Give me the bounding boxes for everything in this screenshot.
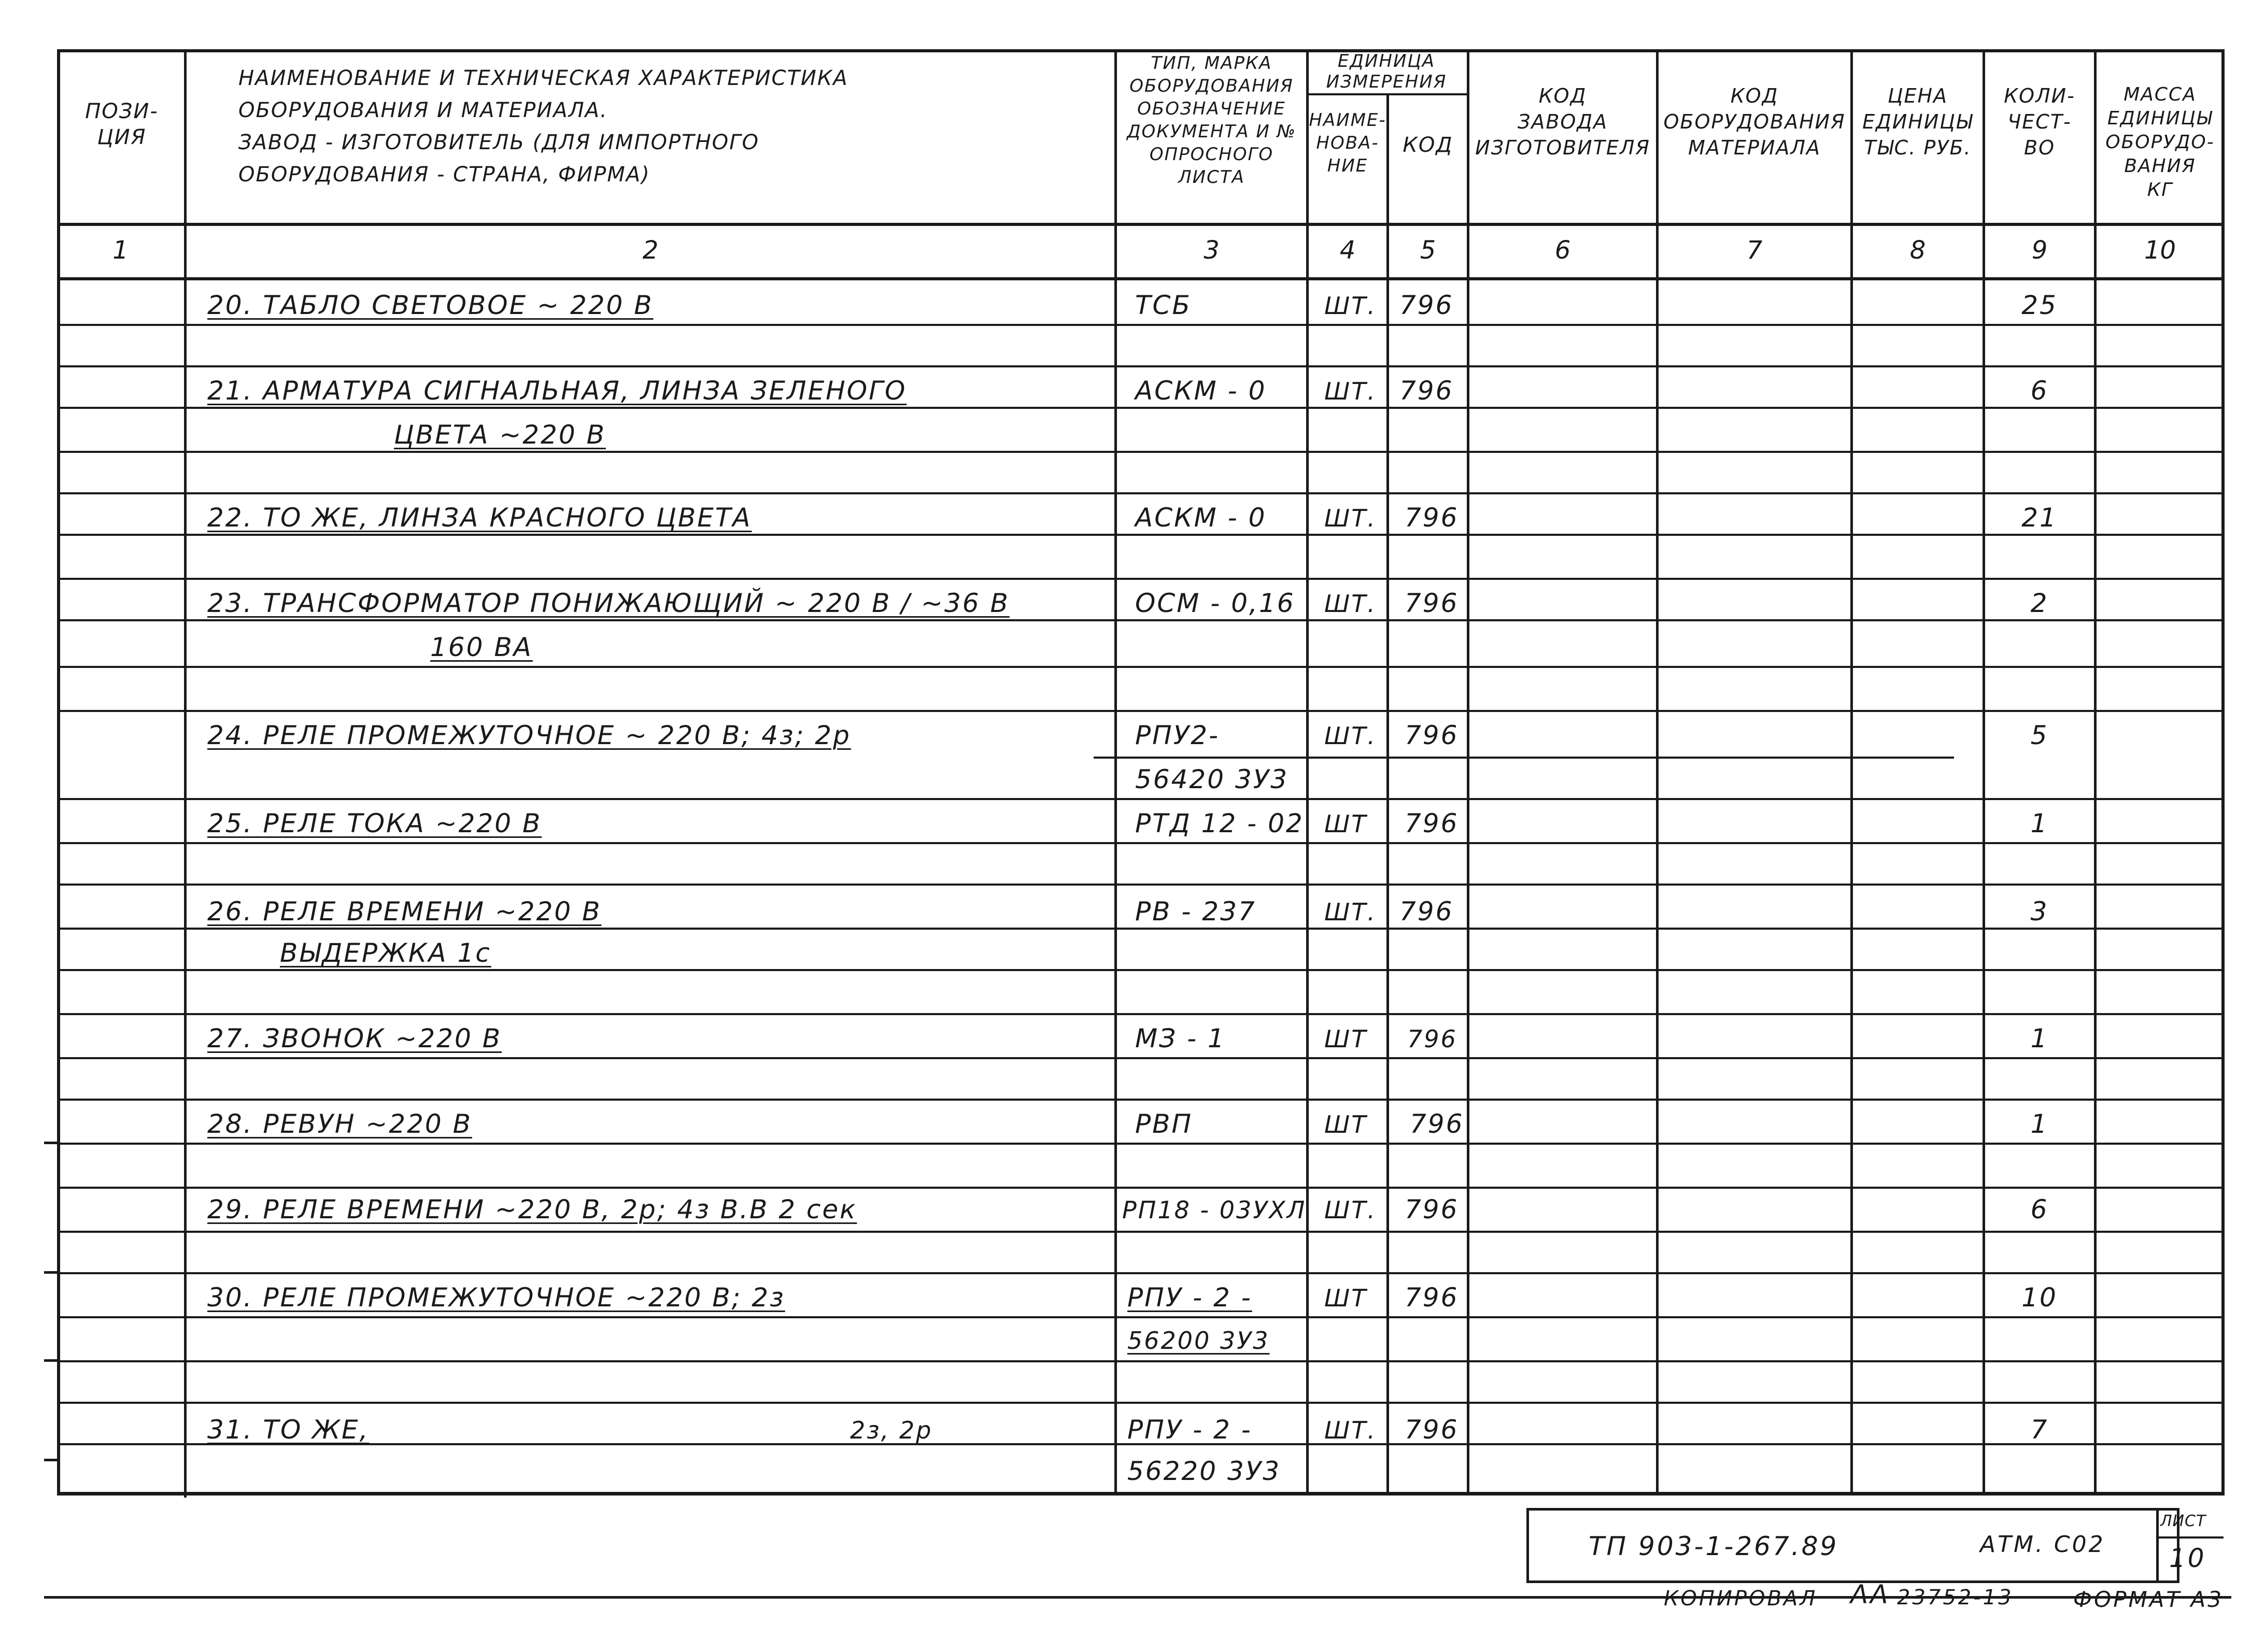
item-type-cont: 56420 3У3 — [1135, 764, 1289, 794]
column-number: 9 — [2031, 236, 2048, 265]
col-divider-9 — [2094, 49, 2097, 1495]
row-rule — [57, 1272, 2225, 1274]
item-code: 796 — [1405, 503, 1459, 533]
title-block-divider — [2156, 1508, 2159, 1583]
item-name: 20. ТАБЛО СВЕТОВОЕ ~ 220 В — [207, 290, 654, 320]
item-code: 796 — [1405, 720, 1459, 750]
header-equipment-code: КОД ОБОРУДОВАНИЯ МАТЕРИАЛА — [1663, 84, 1846, 159]
item-code: 796 — [1405, 1194, 1459, 1224]
item-unit: ШТ — [1324, 810, 1368, 838]
item-qty: 21 — [2021, 503, 2058, 533]
row-rule — [57, 969, 2225, 971]
item-name: 30. РЕЛЕ ПРОМЕЖУТОЧНОЕ ~220 В; 2з — [207, 1283, 785, 1313]
item-type: РП18 - 03УХЛ — [1122, 1196, 1307, 1224]
row-rule — [57, 1143, 2225, 1145]
item-name: 25. РЕЛЕ ТОКА ~220 В — [207, 808, 542, 838]
col-divider-3 — [1306, 49, 1309, 1495]
item-qty: 6 — [2030, 376, 2049, 406]
row-rule — [57, 365, 2225, 367]
item-code: 796 — [1405, 1415, 1459, 1445]
item-unit: ШТ. — [1324, 898, 1377, 926]
col-divider-1 — [184, 49, 187, 1498]
item-qty: 1 — [2030, 1023, 2049, 1053]
row-rule — [57, 1360, 2225, 1362]
item-unit: ШТ. — [1324, 722, 1377, 750]
item-type: АСКМ - 0 — [1135, 376, 1267, 406]
row-rule — [57, 1187, 2225, 1189]
row-rule — [57, 1402, 2225, 1404]
column-number: 1 — [112, 236, 129, 265]
row-rule — [57, 451, 2225, 453]
col-divider-8 — [1983, 49, 1985, 1495]
header-quantity: КОЛИ- ЧЕСТ- ВО — [2004, 84, 2075, 159]
item-type-cont: 56200 3У3 — [1127, 1327, 1270, 1355]
item-qty: 3 — [2030, 896, 2049, 927]
item-unit: ШТ. — [1324, 292, 1377, 320]
item-name: 21. АРМАТУРА СИГНАЛЬНАЯ, ЛИНЗА ЗЕЛЕНОГО — [207, 376, 907, 406]
margin-tick — [44, 1359, 60, 1362]
header-description: НАИМЕНОВАНИЕ И ТЕХНИЧЕСКАЯ ХАРАКТЕРИСТИКА ОБОРУДОВАНИЯ И МАТЕРИАЛА. ЗАВОД - ИЗГОТОВИТЕЛЬ (ДЛЯ ИМПОРТНОГО ОБОРУДОВАНИЯ - СТРАНА, ФИРМА) — [238, 66, 848, 187]
column-number: 8 — [1909, 236, 1926, 265]
row-rule — [57, 1099, 2225, 1101]
item-code: 796 — [1405, 1283, 1459, 1313]
item-type: ТСБ — [1135, 290, 1192, 320]
item-type: РПУ - 2 - — [1127, 1415, 1252, 1445]
item-qty: 10 — [2021, 1283, 2058, 1313]
margin-tick — [44, 1142, 60, 1144]
item-unit: ШТ — [1324, 1284, 1368, 1312]
row-rule — [57, 798, 2225, 800]
item-qty: 7 — [2030, 1415, 2049, 1445]
item-type: РВП — [1135, 1109, 1193, 1139]
item-code: 796 — [1399, 376, 1454, 406]
row-rule — [57, 492, 2225, 494]
item-qty: 5 — [2030, 720, 2049, 750]
margin-tick — [44, 1459, 60, 1461]
row-rule — [57, 666, 2225, 668]
item-type: ОСМ - 0,16 — [1135, 588, 1295, 618]
item-code: 796 — [1399, 896, 1454, 927]
item-unit: ШТ — [1324, 1025, 1368, 1053]
item-name-tail: 2з, 2р — [850, 1416, 933, 1444]
col-divider-7 — [1850, 49, 1853, 1495]
row-rule — [1094, 757, 1954, 759]
unit-group-rule — [1306, 93, 1467, 95]
item-name-cont: 160 ВА — [430, 632, 533, 662]
item-unit: ШТ. — [1324, 504, 1377, 532]
header-price: ЦЕНА ЕДИНИЦЫ ТЫС. РУБ. — [1862, 84, 1973, 159]
item-name: 24. РЕЛЕ ПРОМЕЖУТОЧНОЕ ~ 220 В; 4з; 2р — [207, 720, 851, 750]
item-name: 23. ТРАНСФОРМАТОР ПОНИЖАЮЩИЙ ~ 220 В / ~36 В — [207, 588, 1010, 618]
header-factory-code: КОД ЗАВОДА ИЗГОТОВИТЕЛЯ — [1475, 84, 1650, 159]
item-qty: 2 — [2030, 588, 2049, 618]
item-qty: 25 — [2021, 290, 2058, 320]
item-type: РПУ2- — [1135, 720, 1220, 750]
header-rule — [57, 223, 2225, 226]
item-unit: ШТ — [1324, 1110, 1368, 1138]
table-bottom-rule — [57, 1492, 2225, 1496]
header-unit-group: ЕДИНИЦА ИЗМЕРЕНИЯ — [1326, 51, 1447, 92]
header-unit-code: КОД — [1403, 133, 1453, 157]
item-code: 796 — [1405, 588, 1459, 618]
column-number: 6 — [1554, 236, 1571, 265]
item-name: 29. РЕЛЕ ВРЕМЕНИ ~220 В, 2р; 4з В.В 2 сек — [207, 1194, 857, 1224]
col-divider-6 — [1656, 49, 1659, 1495]
row-rule — [57, 324, 2225, 326]
item-type: РТД 12 - 02 — [1135, 808, 1304, 838]
format-label: ФОРМАТ А3 — [2073, 1587, 2224, 1612]
column-number: 2 — [642, 236, 659, 265]
row-rule — [57, 534, 2225, 536]
header-position: ПОЗИ- ЦИЯ — [85, 99, 159, 149]
sheet-label: ЛИСТ — [2160, 1512, 2206, 1530]
item-type: РПУ - 2 - — [1127, 1283, 1252, 1313]
column-number: 4 — [1339, 236, 1356, 265]
row-rule — [57, 710, 2225, 712]
document-number: ТП 903-1-267.89 — [1589, 1531, 1839, 1561]
row-rule — [57, 619, 2225, 621]
item-unit: ШТ. — [1324, 1416, 1377, 1444]
item-code: 796 — [1399, 290, 1454, 320]
item-name-cont: ВЫДЕРЖКА 1с — [280, 938, 491, 968]
item-name: 22. ТО ЖЕ, ЛИНЗА КРАСНОГО ЦВЕТА — [207, 503, 752, 533]
item-unit: ШТ. — [1324, 377, 1377, 405]
item-type: РВ - 237 — [1135, 896, 1256, 927]
copier-signature: АА — [1850, 1579, 1890, 1610]
sheet-code: АТМ. С02 — [1980, 1531, 2105, 1558]
row-rule — [57, 928, 2225, 930]
item-name: 27. ЗВОНОК ~220 В — [207, 1023, 502, 1053]
title-block-divider — [2156, 1536, 2224, 1539]
colnum-rule — [57, 277, 2225, 280]
item-name: 26. РЕЛЕ ВРЕМЕНИ ~220 В — [207, 896, 602, 927]
header-type: ТИП, МАРКА ОБОРУДОВАНИЯ ОБОЗНАЧЕНИЕ ДОКУМЕНТА И № ОПРОСНОГО ЛИСТА — [1126, 53, 1296, 188]
item-type: МЗ - 1 — [1135, 1023, 1226, 1053]
item-unit: ШТ. — [1324, 1196, 1377, 1224]
item-unit: ШТ. — [1324, 590, 1377, 618]
item-name-cont: ЦВЕТА ~220 В — [394, 420, 606, 450]
copied-label: КОПИРОВАЛ — [1664, 1587, 1818, 1611]
column-number: 5 — [1420, 236, 1436, 265]
item-name: 28. РЕВУН ~220 В — [207, 1109, 472, 1139]
item-type-cont: 56220 3У3 — [1127, 1456, 1281, 1486]
item-qty: 1 — [2030, 808, 2049, 838]
item-qty: 6 — [2030, 1194, 2049, 1224]
row-rule — [57, 1316, 2225, 1318]
item-type: АСКМ - 0 — [1135, 503, 1267, 533]
header-mass: МАССА ЕДИНИЦЫ ОБОРУДО- ВАНИЯ КГ — [2105, 84, 2215, 201]
row-rule — [57, 884, 2225, 886]
column-number: 7 — [1746, 236, 1763, 265]
item-code: 796 — [1405, 808, 1459, 838]
col-divider-5 — [1467, 49, 1469, 1495]
col-divider-2 — [1114, 49, 1117, 1495]
row-rule — [57, 842, 2225, 844]
item-name: 31. ТО ЖЕ, — [207, 1415, 370, 1445]
bottom-rule — [44, 1596, 2231, 1599]
item-code: 796 — [1410, 1109, 1464, 1139]
order-number: 23752-13 — [1897, 1586, 2014, 1610]
col-divider-4 — [1386, 93, 1389, 1495]
item-code: 796 — [1407, 1025, 1457, 1053]
row-rule — [57, 1013, 2225, 1015]
margin-tick — [44, 1271, 60, 1274]
column-number: 10 — [2144, 236, 2176, 265]
row-rule — [57, 407, 2225, 409]
row-rule — [57, 1057, 2225, 1059]
header-unit-name: НАИМЕ- НОВА- НИЕ — [1309, 110, 1386, 176]
row-rule — [57, 1231, 2225, 1233]
column-number: 3 — [1204, 236, 1220, 265]
sheet-number: 10 — [2169, 1543, 2206, 1573]
row-rule — [57, 578, 2225, 580]
item-qty: 1 — [2030, 1109, 2049, 1139]
